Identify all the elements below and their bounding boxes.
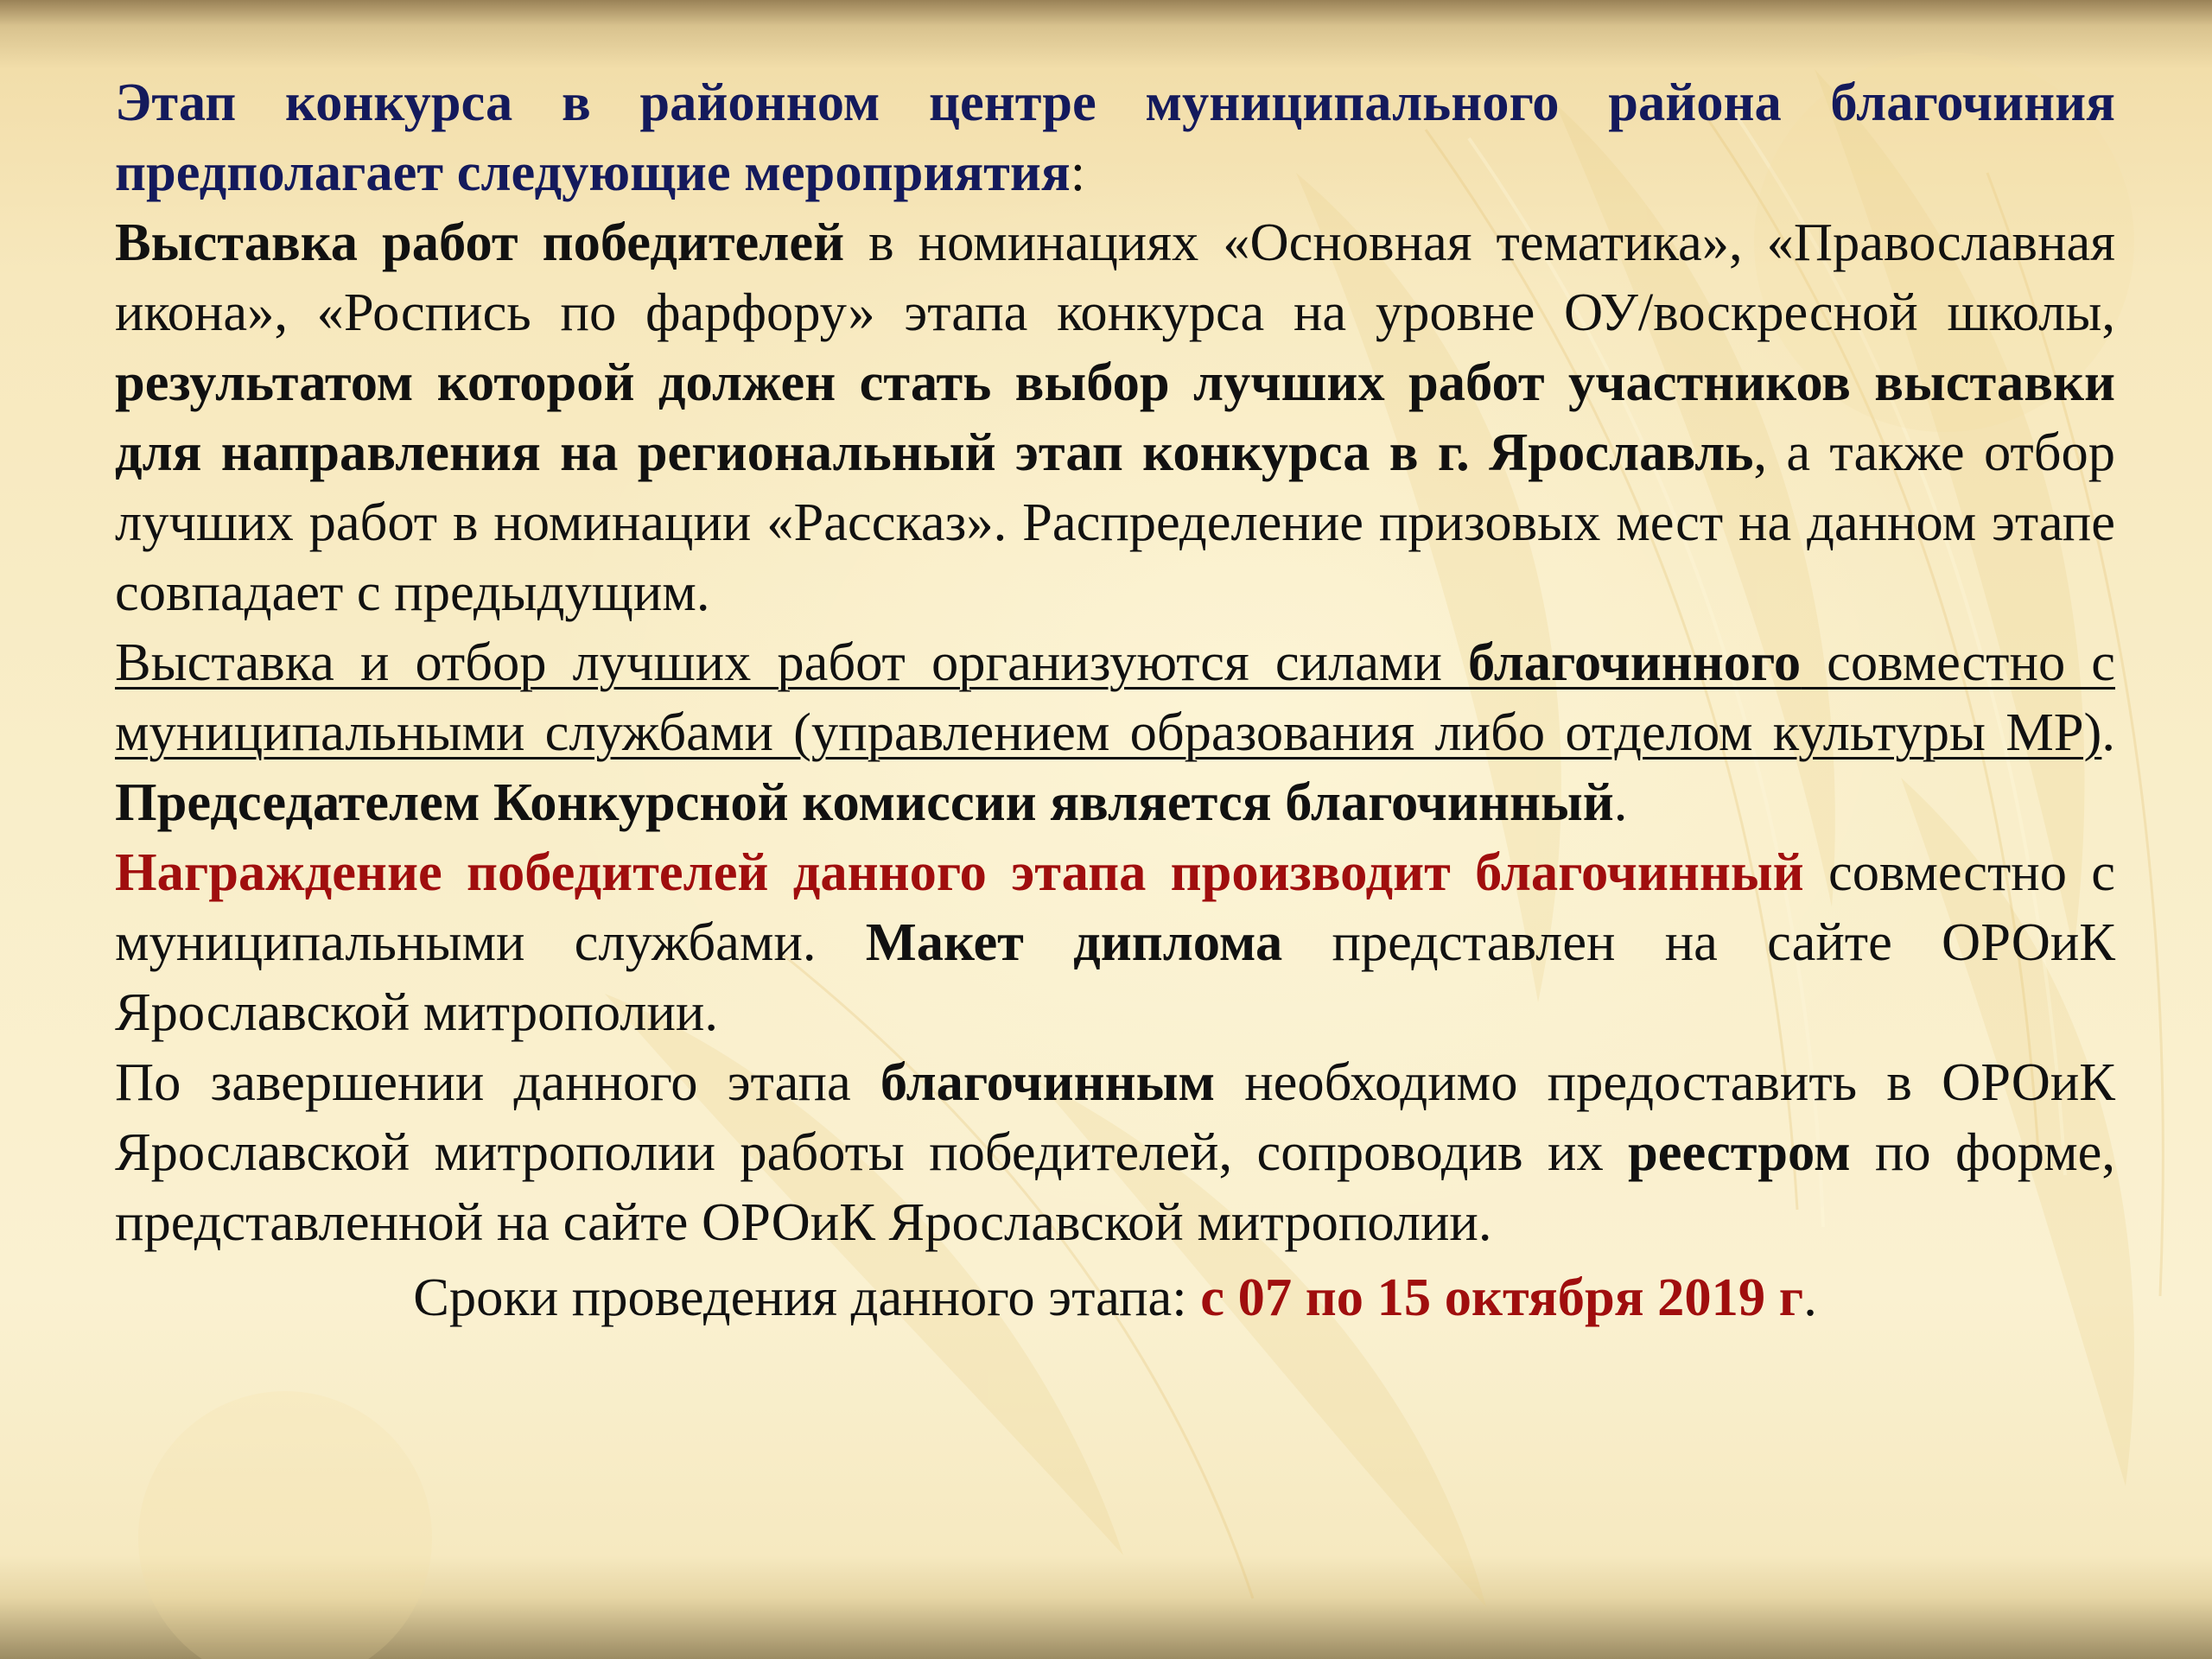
diploma-template: Макет диплома: [865, 912, 1283, 972]
organization-text-1: Выставка и отбор лучших работ организуются силами: [115, 632, 1469, 692]
dates-label: Сроки проведения данного этапа:: [413, 1267, 1201, 1327]
completion-text-1: По завершении данного этапа: [115, 1052, 880, 1112]
organization-dean: благочинного: [1468, 632, 1802, 692]
paragraph-completion: [115, 1047, 2115, 1257]
exhibition-result: результатом которой должен стать выбор лучших работ участников выставки для направления на региональный этап конкурса в г. Ярославль: [115, 352, 2115, 482]
slide-body: [115, 67, 2115, 1332]
completion-text-2: необходимо предоставить в ОРОиК Ярославской митрополии работы победителей, сопроводив их: [115, 1052, 2115, 1182]
dates-period: .: [1803, 1267, 1817, 1327]
paragraph-dates: [115, 1262, 2115, 1332]
intro-colon: :: [1070, 142, 1086, 202]
awards-text-2: представлен на сайте ОРОиК Ярославской митрополии.: [115, 912, 2115, 1042]
paragraph-awards: [115, 837, 2115, 1047]
intro-heading: Этап конкурса в районном центре муниципального района благочиния предполагает следующие мероприятия: [115, 72, 2115, 202]
organization-period: .: [1613, 772, 1628, 832]
completion-registry: реестром: [1628, 1122, 1851, 1182]
dates-value: с 07 по 15 октября 2019 г: [1200, 1267, 1804, 1327]
paragraph-exhibition: [115, 207, 2115, 627]
exhibition-heading: Выставка работ победителей: [115, 212, 845, 272]
exhibition-text-2: , а также отбор лучших работ в номинации «Рассказ». Распределение призовых мест на данном этапе совпадает с предыдущим.: [115, 422, 2115, 622]
commission-chair: Председателем Конкурсной комиссии является благочинный: [115, 772, 1614, 832]
awards-heading: Награждение победителей данного этапа производит благочинный: [115, 842, 1804, 902]
paragraph-intro: [115, 67, 2115, 207]
organization-separator: .: [2101, 702, 2115, 762]
completion-dean: благочинным: [880, 1052, 1216, 1112]
organization-text-2: совместно с муниципальными службами (управлением образования либо отделом культуры МР): [115, 632, 2115, 762]
completion-text-3: по форме, представленной на сайте ОРОиК Ярославской митрополии.: [115, 1122, 2115, 1252]
awards-text-1: совместно с муниципальными службами.: [115, 842, 2115, 972]
paragraph-organization: [115, 627, 2115, 837]
exhibition-text-1: в номинациях «Основная тематика», «Православная икона», «Роспись по фарфору» этапа конкурса на уровне ОУ/воскресной школы,: [115, 212, 2116, 342]
